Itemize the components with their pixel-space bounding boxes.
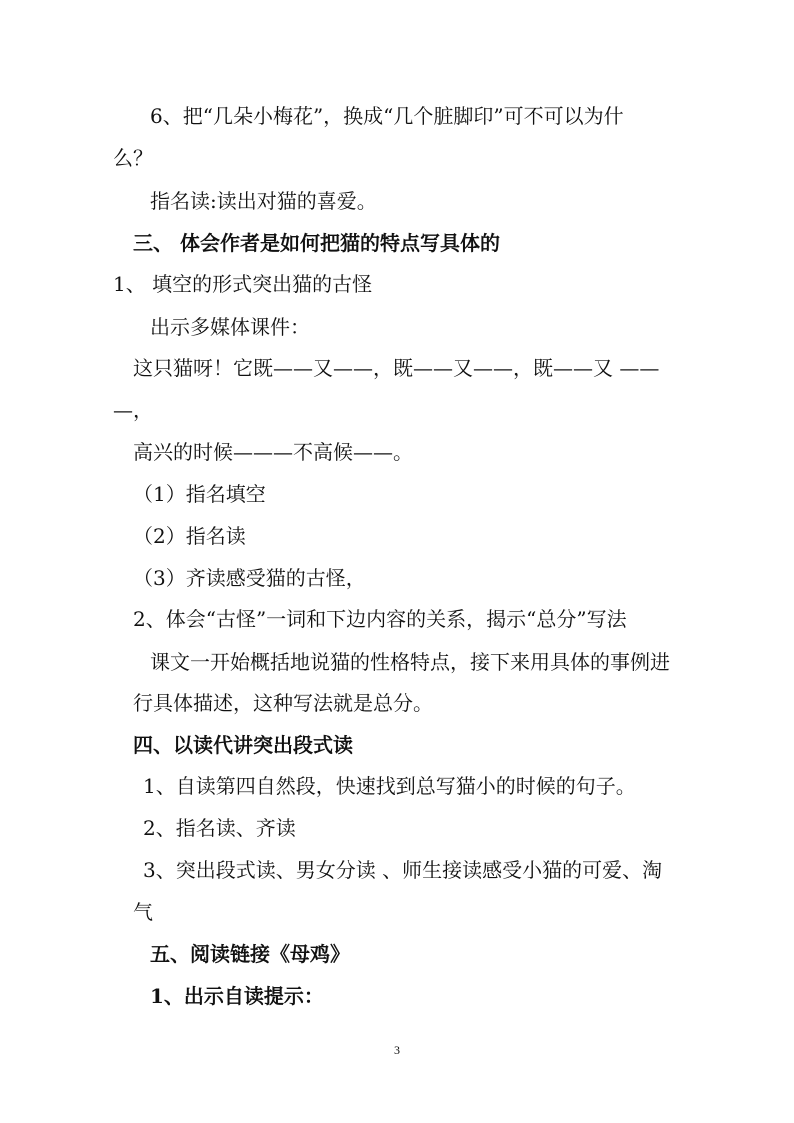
section-heading: 四、以读代讲突出段式读 bbox=[133, 733, 353, 757]
section-heading: 三、 体会作者是如何把猫的特点写具体的 bbox=[133, 231, 500, 255]
paragraph-line: （3）齐读感受猫的古怪， bbox=[133, 566, 366, 590]
paragraph-line: 1、 填空的形式突出猫的古怪 bbox=[113, 272, 373, 296]
paragraph-line: 6、把“几朵小梅花”，换成“几个脏脚印”可不可以为什 bbox=[150, 104, 624, 128]
paragraph-line: 3、突出段式读、男女分读 、师生接读感受小猫的可爱、淘 bbox=[143, 858, 663, 882]
paragraph-line: 课文一开始概括地说猫的性格特点，接下来用具体的事例进 bbox=[150, 650, 670, 674]
paragraph-line: 这只猫呀！它既——又——，既——又——，既——又 —— bbox=[133, 356, 660, 380]
paragraph-line: 出示多媒体课件： bbox=[150, 315, 310, 339]
paragraph-line: 行具体描述，这种写法就是总分。 bbox=[133, 691, 433, 715]
paragraph-line: 气 bbox=[133, 900, 153, 924]
sub-heading: 1、出示自读提示： bbox=[150, 984, 324, 1008]
paragraph-line: 么？ bbox=[113, 146, 153, 170]
paragraph-line: 2、体会“古怪”一词和下边内容的关系，揭示“总分”写法 bbox=[133, 607, 627, 631]
paragraph-line: —， bbox=[113, 398, 153, 422]
page-number: 3 bbox=[394, 1043, 400, 1057]
section-heading: 五、阅读链接《母鸡》 bbox=[150, 942, 350, 966]
paragraph-line: （2）指名读 bbox=[133, 524, 246, 548]
paragraph-line: 2、指名读、齐读 bbox=[143, 816, 296, 840]
paragraph-line: （1）指名填空 bbox=[133, 482, 266, 506]
paragraph-line: 1、自读第四自然段，快速找到总写猫小的时候的句子。 bbox=[143, 774, 636, 798]
paragraph-line: 高兴的时候———不高候——。 bbox=[133, 440, 413, 464]
paragraph-line: 指名读:读出对猫的喜爱。 bbox=[150, 189, 377, 213]
